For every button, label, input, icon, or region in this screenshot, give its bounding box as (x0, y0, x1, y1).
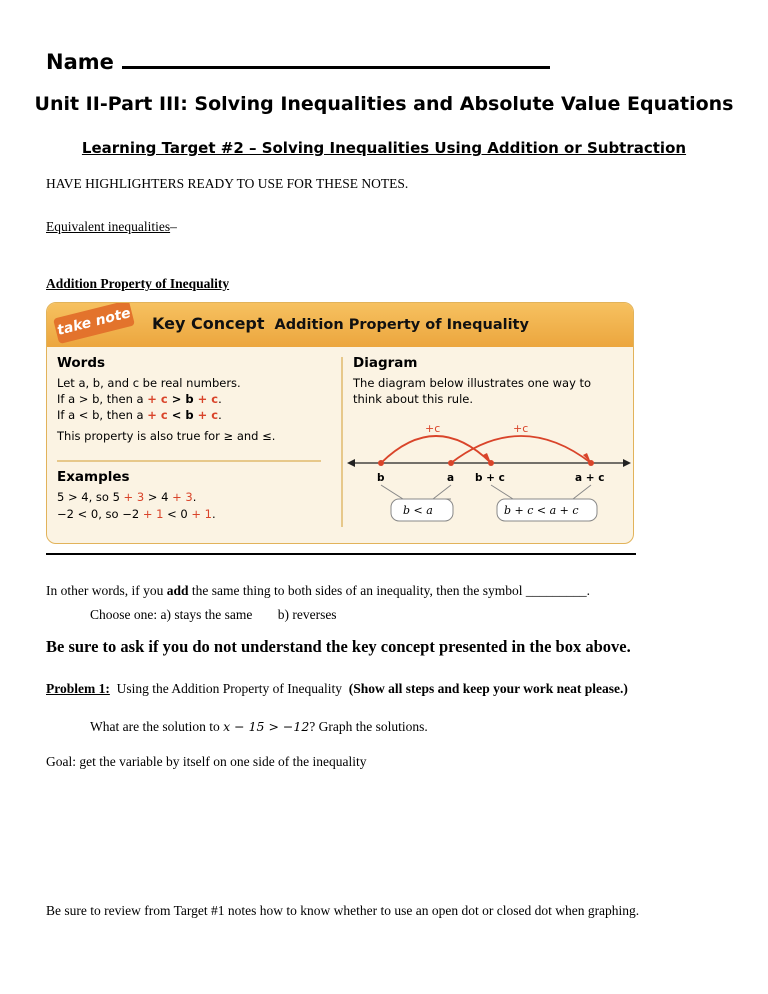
point-b-label: b (377, 472, 385, 484)
key-concept-box (46, 302, 634, 544)
equivalent-dash: – (170, 219, 177, 234)
highlighters-note: HAVE HIGHLIGHTERS READY TO USE FOR THESE NOTES. (46, 176, 409, 191)
review-note: Be sure to review from Target #1 notes how to know whether to use an open dot or closed dot when graphing. (46, 903, 640, 918)
bubble-2-pointer (491, 485, 513, 499)
examples-heading: Examples (57, 469, 130, 485)
goal-line: Goal: get the variable by itself on one side of the inequality (46, 754, 367, 769)
point-bc-label: b + c (475, 472, 505, 484)
take-note-badge: take note (53, 302, 135, 344)
examples-body (57, 489, 216, 523)
point-ac-label: a + c (575, 472, 605, 484)
number-line-diagram (341, 415, 633, 539)
be-sure-to-ask: Be sure to ask if you do not understand the key concept presented in the box above. (46, 637, 631, 656)
point-bc (488, 460, 494, 466)
problem-1-heading (46, 681, 628, 697)
words-line-2: If a > b, then a + c > b + c. (57, 392, 222, 406)
key-concept-title (152, 314, 529, 333)
bubble-2-pointer-2 (573, 485, 591, 499)
bubble-2-text: b + c < a + c (504, 504, 579, 517)
choose-label: Choose one: (90, 607, 158, 622)
point-b (378, 460, 384, 466)
point-ac (588, 460, 594, 466)
arc-label-1: +c (425, 422, 441, 435)
problem-1-title: Using the Addition Property of Inequality (116, 681, 342, 696)
name-label: Name (46, 50, 114, 74)
bubble-1-text: b < a (403, 504, 433, 517)
equivalent-label: Equivalent inequalities (46, 219, 171, 234)
words-line-4: This property is also true for ≥ and ≤. (57, 429, 276, 443)
words-separator (57, 460, 321, 462)
name-blank (122, 48, 550, 69)
problem-1-question: What are the solution to x − 15 > −12? Graph the solutions. (90, 719, 428, 734)
key-concept-label: Key Concept (152, 314, 265, 333)
left-arrow-icon (347, 459, 355, 467)
words-line-1: Let a, b, and c be real numbers. (57, 376, 241, 390)
arc-b-to-bc (381, 436, 491, 463)
point-a (448, 460, 454, 466)
diagram-description: The diagram below illustrates one way to think about this rule. (353, 376, 592, 406)
words-body (57, 375, 275, 444)
equivalent-inequalities-line (46, 219, 177, 235)
words-line-3: If a < b, then a + c < b + c. (57, 408, 222, 422)
problem-1-note: (Show all steps and keep your work neat please.) (348, 681, 628, 696)
in-other-words-line: In other words, if you add the same thing to both sides of an inequality, then the symbol _________. (46, 583, 590, 598)
choose-one-line (90, 607, 337, 623)
example-2: −2 < 0, so −2 + 1 < 0 + 1. (57, 507, 216, 521)
point-a-label: a (447, 472, 455, 484)
diagram-heading: Diagram (353, 355, 418, 371)
example-1: 5 > 4, so 5 + 3 > 4 + 3. (57, 490, 197, 504)
bubble-1-pointer (381, 485, 451, 499)
choice-b: b) reverses (277, 607, 337, 622)
name-field (46, 48, 550, 74)
addition-property-heading: Addition Property of Inequality (46, 276, 230, 291)
arc-label-2: +c (513, 422, 529, 435)
box-underline (46, 553, 636, 555)
right-arrow-icon (623, 459, 631, 467)
choice-a: a) stays the same (160, 607, 253, 622)
key-concept-header (47, 303, 633, 347)
words-heading: Words (57, 355, 106, 371)
problem-1-label: Problem 1: (46, 681, 110, 696)
unit-title: Unit II-Part III: Solving Inequalities and Absolute Value Equations (34, 93, 734, 115)
bubble-1-pointer-2 (433, 485, 451, 499)
learning-target-title: Learning Target #2 – Solving Inequalities Using Addition or Subtraction (81, 139, 687, 157)
key-concept-subtitle: Addition Property of Inequality (274, 317, 529, 333)
arc-a-to-ac (451, 436, 591, 463)
inequality-expression: x − 15 > −12 (223, 719, 310, 734)
